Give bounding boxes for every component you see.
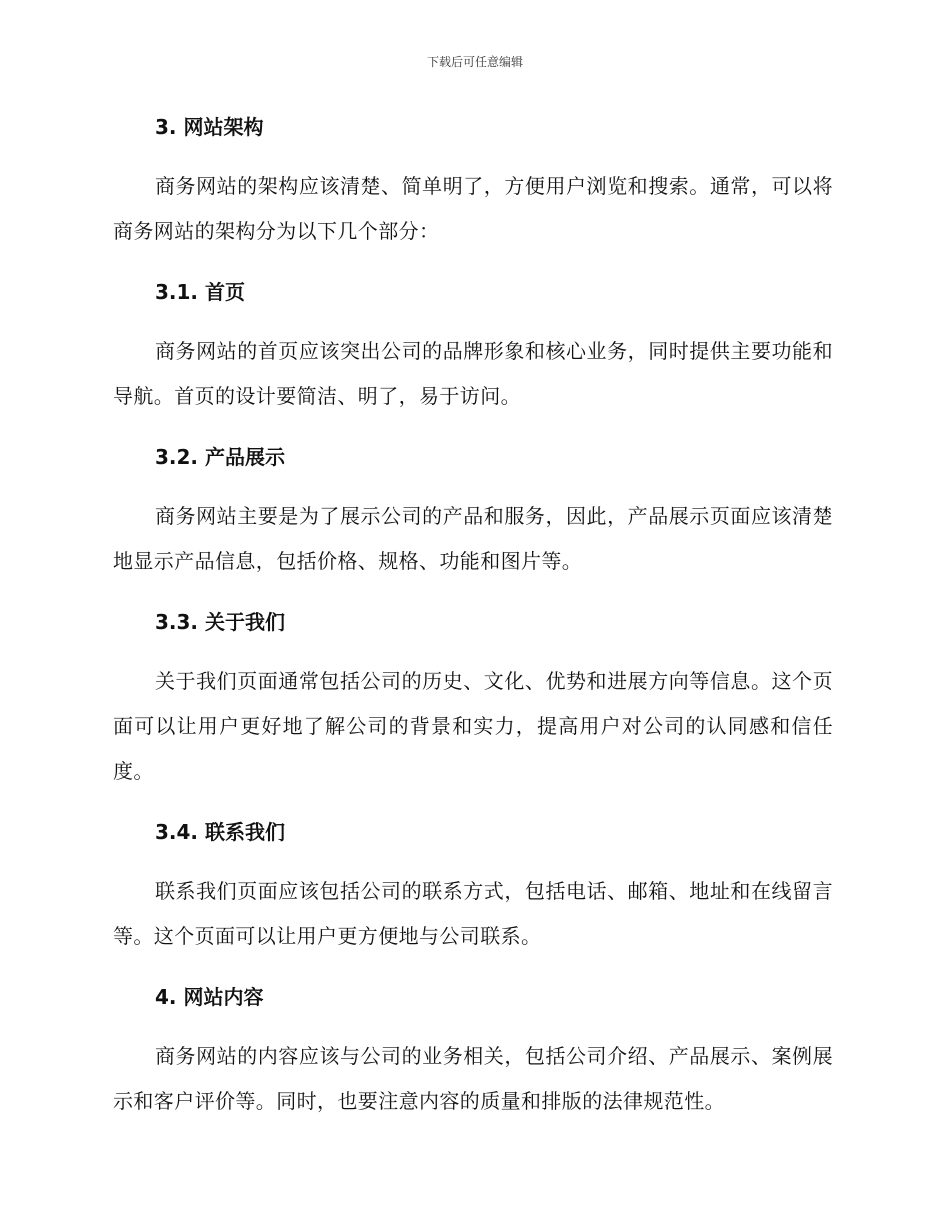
- section-paragraph-3-4: 联系我们页面应该包括公司的联系方式，包括电话、邮箱、地址和在线留言等。这个页面可以让用户更方便地与公司联系。: [113, 879, 833, 948]
- section-heading-4: 4. 网站内容: [155, 985, 264, 1009]
- section-heading-3-4: 3.4. 联系我们: [155, 820, 285, 844]
- section-paragraph-3-3: 关于我们页面通常包括公司的历史、文化、优势和进展方向等信息。这个页面可以让用户更好地了解公司的背景和实力，提高用户对公司的认同感和信任度。: [113, 669, 833, 783]
- section-heading-3-1: 3.1. 首页: [155, 280, 245, 304]
- section-paragraph-4: 商务网站的内容应该与公司的业务相关，包括公司介绍、产品展示、案例展示和客户评价等。同时，也要注意内容的质量和排版的法律规范性。: [113, 1044, 833, 1113]
- section-heading-3-3: 3.3. 关于我们: [155, 610, 285, 634]
- section-heading-3-2: 3.2. 产品展示: [155, 445, 285, 469]
- page-header-note: 下载后可任意编辑: [426, 55, 523, 69]
- section-paragraph-3-2: 商务网站主要是为了展示公司的产品和服务，因此，产品展示页面应该清楚地显示产品信息，包括价格、规格、功能和图片等。: [113, 504, 833, 573]
- section-paragraph-3: 商务网站的架构应该清楚、简单明了，方便用户浏览和搜索。通常，可以将商务网站的架构分为以下几个部分：: [113, 174, 833, 243]
- section-heading-3: 3. 网站架构: [155, 115, 264, 139]
- section-paragraph-3-1: 商务网站的首页应该突出公司的品牌形象和核心业务，同时提供主要功能和导航。首页的设计要简洁、明了，易于访问。: [113, 339, 833, 408]
- document-body: [113, 110, 833, 1124]
